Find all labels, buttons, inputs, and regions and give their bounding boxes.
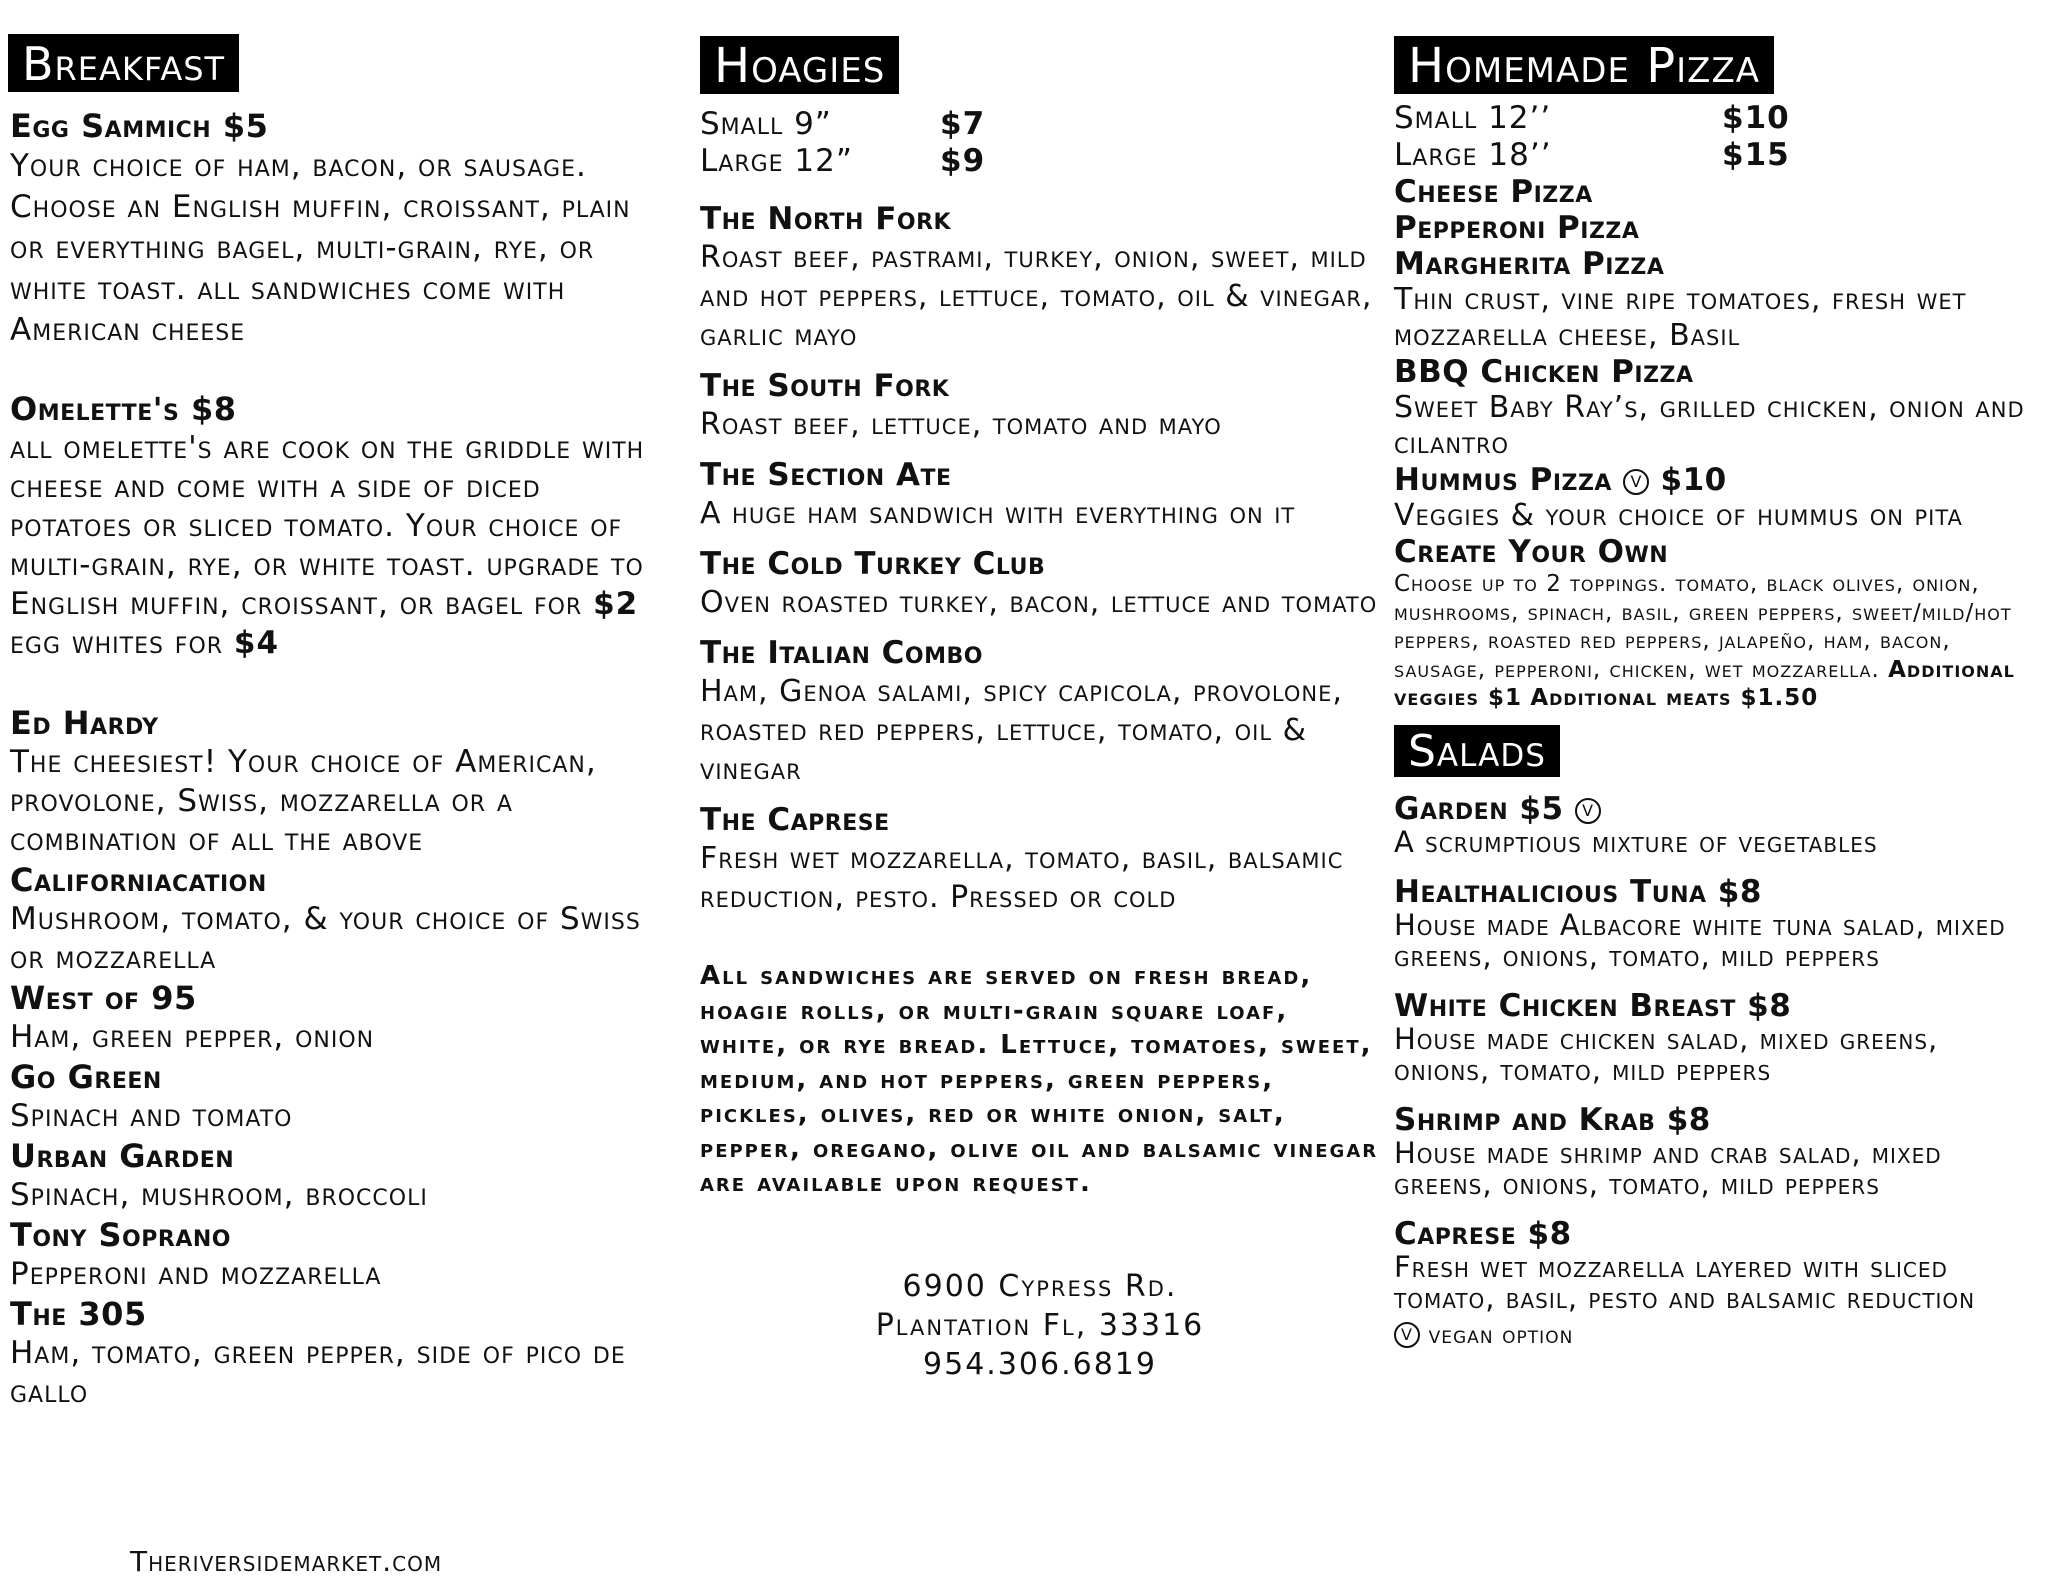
salads-header: Salads [1394,725,1560,777]
sandwich-note: All sandwiches are served on fresh bread, hoagie rolls, or multi-grain square loaf, white, or rye bread. Lettuce, tomatoes, sweet, medium, and hot peppers, green peppers, pickles, olives, red or white onion, salt, pepper, oregano, olive oil and balsamic vinegar are available upon request. [700,961,1379,1198]
item-description: Spinach and tomato [10,1098,293,1134]
item-title: White Chicken Breast $8 [1394,987,1792,1024]
menu-item [10,860,670,978]
menu-item [10,1136,670,1215]
hoagies-header: Hoagies [700,36,899,94]
item-description: Spinach, mushroom, broccoli [10,1177,428,1213]
item-description: Pepperoni and mozzarella [10,1256,382,1292]
item-title: Cheese Pizza [1394,174,1593,210]
item-description: Choose up to 2 toppings. tomato, black olives, onion, mushrooms, spinach, basil, green peppers, sweet/mild/hot peppers, roasted red peppers, jalapeño, ham, bacon, sausage, pepperoni, chicken, wet mozzarella. Additional veggies $1 Additional meats $1.50 [1394,571,2015,711]
vegan-icon: V [1623,469,1649,495]
item-description: House made Albacore white tuna salad, mixed greens, onions, tomato, mild peppers [1394,907,2006,973]
item-title: The North Fork [700,201,952,237]
menu-item [700,367,1380,444]
menu-item [1394,1216,2044,1314]
item-description: A scrumptious mixture of vegetables [1394,824,1878,859]
menu-item [700,200,1380,355]
item-description: Oven roasted turkey, bacon, lettuce and tomato [700,585,1378,620]
item-description: Your choice of ham, bacon, or sausage. Choose an English muffin, croissant, plain or everything bagel, multi-grain, rye, or white toast. all sandwiches come with American cheese [10,148,631,348]
phone-number: 954.306.6819 [923,1346,1157,1382]
item-title: Hummus Pizza V $10 [1394,462,1727,498]
menu-item [700,456,1380,533]
pizza-salads-column [1394,34,2044,1350]
item-title: Omelette's $8 [10,390,237,428]
hoagies-column [700,34,1380,1384]
item-description: Sweet Baby Ray’s, grilled chicken, onion and cilantro [1394,390,2025,461]
menu-item [1394,1102,2044,1200]
item-title: Margherita Pizza [1394,246,1665,282]
pizza-header: Homemade Pizza [1394,36,1774,94]
item-title: The Section Ate [700,457,952,493]
size-row: Small 9” $7 [700,106,986,142]
item-title: Egg Sammich $5 [10,107,269,145]
item-title: Shrimp and Krab $8 [1394,1101,1711,1138]
item-title: Urban Garden [10,1137,235,1175]
size-row: Small 12’’ $10 [1394,100,1790,136]
menu-item [10,1057,670,1136]
vegan-icon: V [1575,798,1601,824]
menu-item [10,1294,670,1412]
menu-item [700,545,1380,622]
vegan-legend: V vegan option [1394,1320,2044,1350]
address-city: Plantation Fl, 33316 [875,1307,1205,1343]
item-title: Pepperoni Pizza [1394,210,1640,246]
item-description: Roast beef, pastrami, turkey, onion, sweet, mild and hot peppers, lettuce, tomato, oil & vinegar, garlic mayo [700,240,1373,353]
item-description: A huge ham sandwich with everything on it [700,496,1296,531]
item-title: Garden $5 V [1394,791,2044,827]
menu-item [700,634,1380,789]
item-description: Roast beef, lettuce, tomato and mayo [700,407,1222,442]
item-description: Ham, green pepper, onion [10,1019,375,1055]
item-description: Fresh wet mozzarella, tomato, basil, balsamic reduction, pesto. Pressed or cold [700,841,1344,915]
item-title: Healthalicious Tuna $8 [1394,873,1762,910]
website-link[interactable]: Theriversidemarket.com [130,1545,443,1578]
item-title: West of 95 [10,979,197,1017]
item-description: Veggies & your choice of hummus on pita [1394,498,1963,533]
item-title: Tony Soprano [10,1216,231,1254]
size-row: Large 18’’ $15 [1394,137,1790,173]
menu-item [10,978,670,1057]
item-title: Caprese $8 [1394,1215,1572,1252]
size-row: Large 12” $9 [700,143,986,179]
item-description: House made shrimp and crab salad, mixed greens, onions, tomato, mild peppers [1394,1135,1942,1201]
address-street: 6900 Cypress Rd. [902,1268,1178,1304]
item-description: Mushroom, tomato, & your choice of Swiss or mozzarella [10,901,641,976]
menu-item [10,703,670,860]
item-description: all omelette's are cook on the griddle with cheese and come with a side of diced potatoes or sliced tomato. Your choice of multi-grain, rye, or white toast. upgrade to English muffin, croissant, or bagel for $2 egg whites for $4 [10,430,645,661]
item-description: Ham, tomato, green pepper, side of pico de gallo [10,1335,626,1410]
breakfast-column [10,34,670,1412]
item-description: Thin crust, vine ripe tomatoes, fresh wet mozzarella cheese, Basil [1394,282,1967,353]
breakfast-header: Breakfast [8,34,239,92]
pizza-sizes [1394,100,2044,174]
menu-item [10,389,670,663]
menu-item [10,106,670,351]
menu-item [1394,874,2044,972]
item-title: The 305 [10,1295,147,1333]
vegan-icon: V [1394,1322,1420,1348]
item-title: Go Green [10,1058,162,1096]
item-title: Ed Hardy [10,704,159,742]
item-title: The Italian Combo [700,635,983,671]
menu-item [700,801,1380,917]
item-title: Californiacation [10,861,267,899]
address-block [700,1267,1380,1384]
item-title: The South Fork [700,368,950,404]
item-description: Ham, Genoa salami, spicy capicola, provolone, roasted red peppers, lettuce, tomato, oil & vinegar [700,674,1343,787]
item-title: The Caprese [700,802,890,838]
item-title: Create Your Own [1394,534,1669,570]
item-title: BBQ Chicken Pizza [1394,354,1694,390]
item-description: Fresh wet mozzarella layered with sliced tomato, basil, pesto and balsamic reduction [1394,1249,1976,1315]
hoagie-sizes [700,106,1380,180]
item-title: The Cold Turkey Club [700,546,1046,582]
item-description: The cheesiest! Your choice of American, provolone, Swiss, mozzarella or a combination of all the above [10,744,597,858]
menu-item [10,1215,670,1294]
menu-item [1394,988,2044,1086]
item-description: House made chicken salad, mixed greens, onions, tomato, mild peppers [1394,1021,1939,1087]
menu-item [1394,791,2044,858]
